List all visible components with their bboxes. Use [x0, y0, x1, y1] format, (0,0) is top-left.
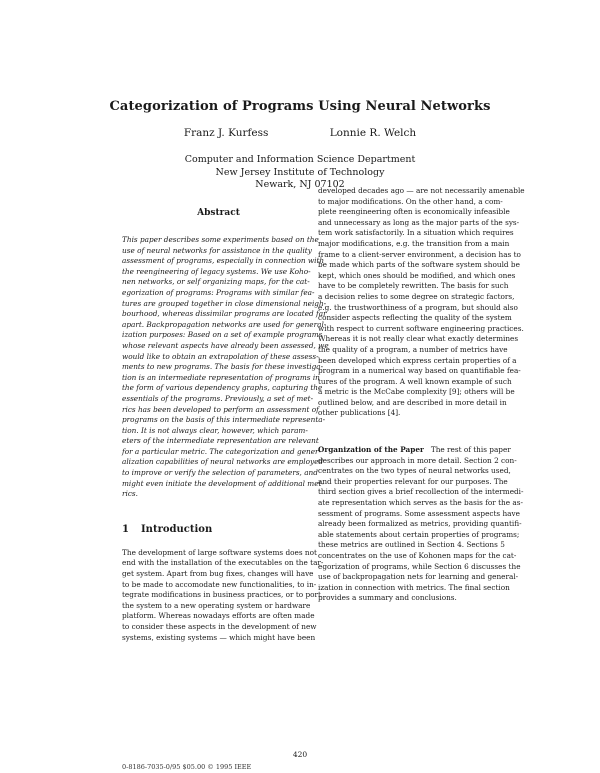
text-line: the quality of a program, a number of metrics have — [318, 344, 508, 354]
text-line: assessment of programs, especially in connection with — [122, 256, 325, 266]
text-line: ization purposes: Based on a set of example programs — [122, 330, 323, 340]
organization-paragraph — [318, 445, 534, 604]
author-name: Franz J. Kurfess — [183, 127, 269, 139]
text-line: sessment of programs. Some assessment aspects have — [318, 508, 520, 518]
text-line: end with the installation of the executables on the tar- — [122, 558, 324, 568]
page-number: 420 — [292, 750, 308, 759]
text-line: to major modifications. On the other hand, a com- — [318, 196, 503, 206]
text-line: eters of the intermediate representation are relevant — [122, 436, 319, 446]
affiliation-line: Newark, NJ 07102 — [255, 179, 345, 190]
text-line: The development of large software systems does not — [122, 547, 317, 557]
text-line: tures are grouped together in close dimensional neigh- — [122, 298, 327, 308]
text-line: centrates on the two types of neural networks used, — [318, 466, 511, 476]
left-column — [122, 208, 329, 643]
affiliation-line: New Jersey Institute of Technology — [215, 166, 385, 178]
abstract-body — [122, 235, 329, 500]
text-line: tegrate modifications in business practices, or to port — [122, 590, 321, 600]
text-line: able statements about certain properties of programs; — [318, 529, 520, 539]
author-name: Lonnie R. Welch — [329, 127, 417, 139]
text-line: ments to new programs. The basis for these investiga- — [122, 362, 324, 372]
text-line: rics has been developed to perform an assessment of — [122, 404, 319, 414]
text-line: to consider these aspects in the development of new — [122, 622, 317, 631]
paper-title: Categorization of Programs Using Neural Networks — [109, 99, 491, 114]
text-line: get system. Apart from bug fixes, changes will have — [122, 569, 314, 579]
text-line: egorization of programs, while Section 6 discusses the — [318, 561, 521, 571]
section-title: Introduction — [141, 523, 213, 535]
text-line: major modifications, e.g. the transition from a main — [318, 238, 510, 248]
text-line: tion. It is not always clear, however, which param- — [122, 425, 308, 435]
text-line: be made which parts of the software system should be — [318, 260, 520, 270]
text-line: already been formalized as metrics, providing quantifi- — [318, 519, 522, 529]
text-line: other publications [4]. — [318, 408, 401, 418]
text-line: use of neural networks for assistance in the quality — [122, 245, 312, 255]
text-line: This paper describes some experiments based on the — [122, 235, 319, 244]
text-line: ate representation which serves as the basis for the as- — [318, 498, 523, 508]
text-line: tem work satisfactorily. In a situation which requires — [318, 228, 514, 238]
text-line: consider aspects reflecting the quality of the system — [318, 313, 512, 323]
text-line: whose relevant aspects have already been assessed, we — [122, 340, 329, 350]
text-line: essentials of the programs. Previously, a set of met- — [122, 393, 314, 403]
text-line: have to be completely rewritten. The basis for such — [318, 281, 509, 291]
affiliation-line: Computer and Information Science Department — [184, 154, 416, 165]
text-line: concentrates on the use of Kohonen maps for the cat- — [318, 551, 517, 560]
text-line: apart. Backpropagation networks are used for general- — [122, 319, 327, 329]
text-line: third section gives a brief recollection of the intermedi- — [318, 487, 524, 497]
footer-copyright: 0-8186-7035-0/95 $05.00 © 1995 IEEE — [122, 763, 252, 771]
text-line: the system to a new operating system or hardware — [122, 600, 311, 610]
text-line: provides a summary and conclusions. — [318, 593, 457, 603]
text-line: to be made to accomodate new functionalities, to in- — [122, 579, 317, 589]
text-line: would like to obtain an extrapolation of these assess- — [122, 351, 319, 361]
author-line — [0, 127, 600, 139]
text-line: rics. — [122, 489, 138, 499]
text-line: egorization of programs: Programs with similar fea- — [122, 287, 315, 297]
abstract-heading: Abstract — [197, 208, 240, 218]
text-line: the form of various dependency graphs, capturing the — [122, 383, 323, 393]
text-line: outlined below, and are described in more detail in — [318, 397, 507, 407]
text-line: use of backpropagation nets for learning and general- — [318, 572, 519, 582]
text-line: and their properties relevant for our purposes. The — [318, 476, 508, 486]
text-line: been developed which express certain properties of a — [318, 355, 517, 365]
text-line: describes our approach in more detail. Section 2 con- — [318, 455, 517, 465]
text-line: a decision relies to some degree on strategic factors, — [318, 291, 515, 301]
text-line: plete reengineering often is economically infeasible — [318, 207, 510, 217]
text-line: bourhood, whereas dissimilar programs are located far — [122, 309, 327, 319]
right-column — [318, 186, 534, 604]
section-heading-introduction — [122, 524, 305, 535]
text-line: e.g. the trustworthiness of a program, but should also — [318, 302, 518, 312]
introduction-body — [122, 547, 324, 643]
right-column-body — [318, 186, 534, 419]
text-line: alization capabilities of neural networks are employed — [122, 457, 324, 467]
text-line: nen networks, or self organizing maps, for the cat- — [122, 277, 310, 287]
text-line: program in a numerical way based on quantifiable fea- — [318, 366, 521, 376]
text-line: tion is an intermediate representation of programs in — [122, 372, 320, 382]
text-line: developed decades ago — are not necessarily amenable — [318, 186, 525, 195]
text-line: kept, which ones should be modified, and which ones — [318, 270, 516, 280]
text-line: frame to a client-server environment, a decision has to — [318, 249, 521, 259]
text-line: programs on the basis of this intermediate representa- — [122, 415, 326, 425]
text-line: a metric is the McCabe complexity [9]; others will be — [318, 387, 515, 397]
text-line: systems, existing systems — which might have been — [122, 632, 316, 642]
text-line: platform. Whereas nowadays efforts are often made — [122, 611, 315, 621]
text-line: Whereas it is not really clear what exactly determines — [318, 334, 519, 344]
text-line: might even initiate the development of additional met- — [122, 478, 324, 488]
text-line: to improve or verify the selection of parameters, and — [122, 468, 318, 478]
text-run: The rest of this paper — [430, 445, 511, 455]
text-line: and unnecessary as long as the major parts of the sys- — [318, 217, 520, 227]
section-number: 1 — [122, 523, 129, 535]
text-line: the reengineering of legacy systems. We use Koho- — [122, 266, 311, 276]
text-line: with respect to current software engineering practices. — [318, 323, 524, 333]
text-line: these metrics are outlined in Section 4. Sections 5 — [318, 540, 505, 550]
text-line: ization in connection with metrics. The final section — [318, 582, 510, 592]
runin-heading: Organization of the Paper — [318, 445, 424, 455]
text-line — [318, 445, 534, 456]
text-line: for a particular metric. The categorization and gener- — [122, 446, 321, 456]
text-line: tures of the program. A well known example of such — [318, 376, 512, 386]
